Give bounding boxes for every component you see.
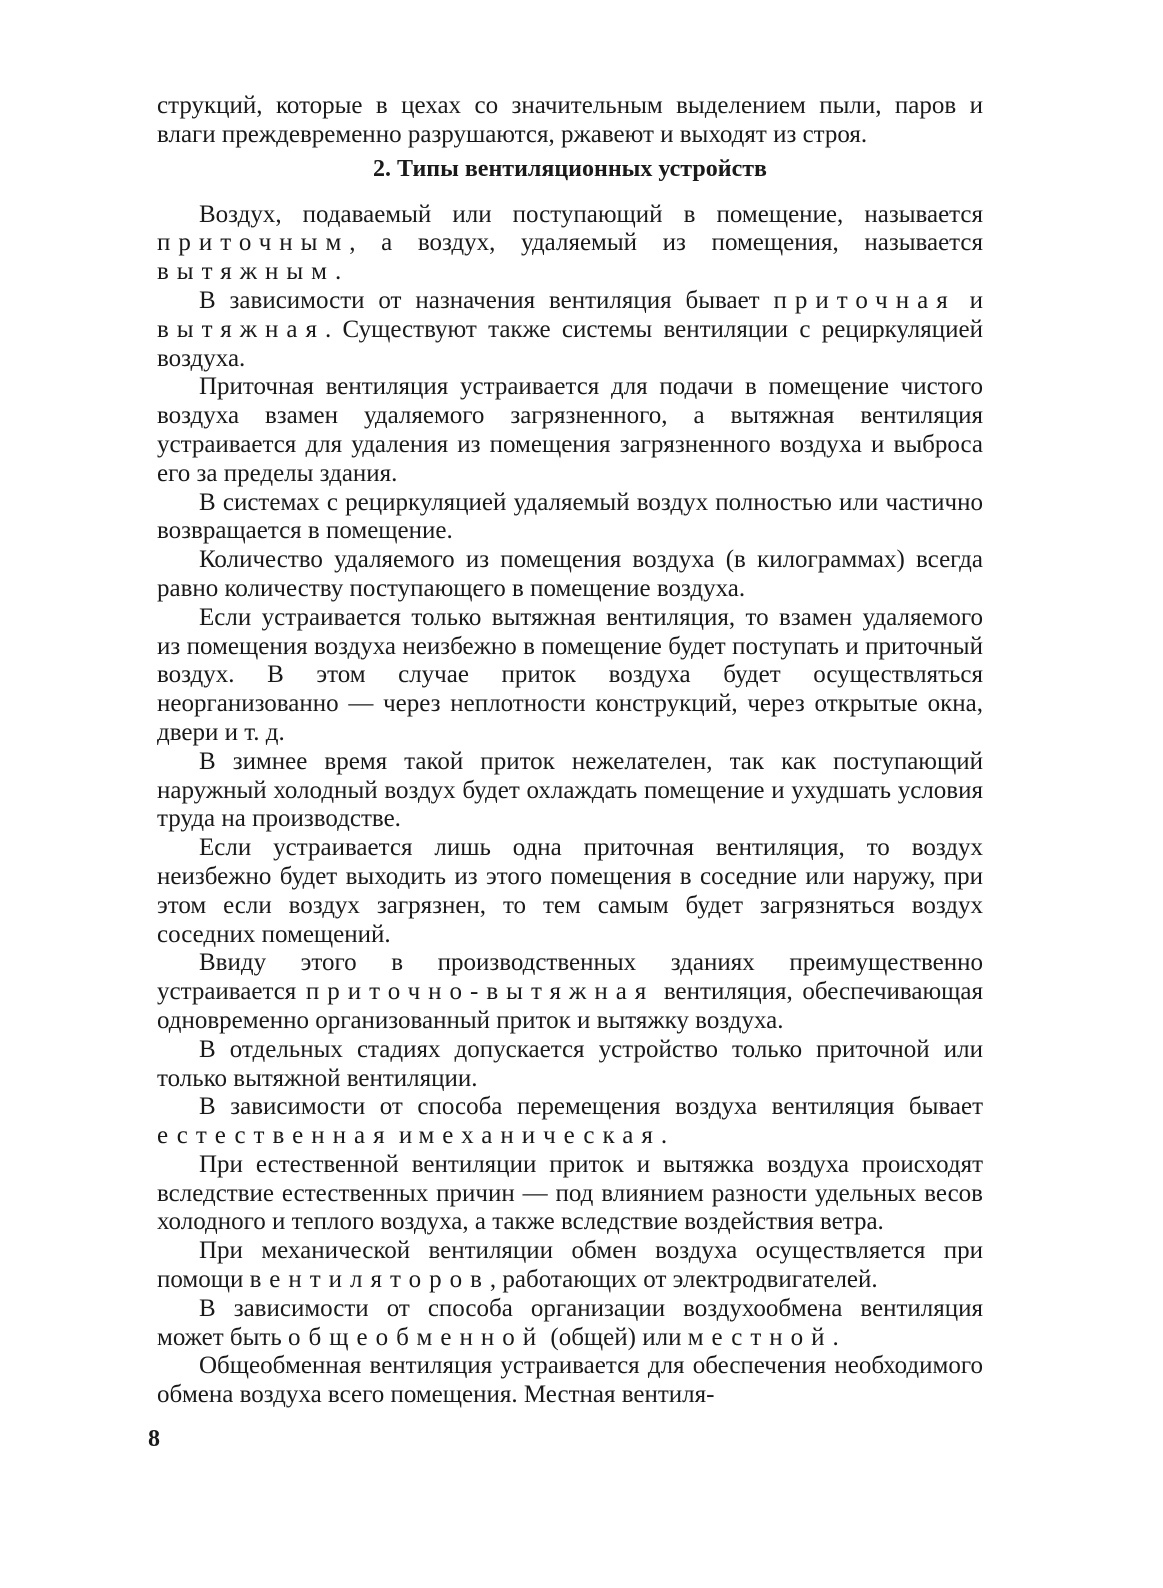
- paragraph-air-balance: [157, 546, 983, 604]
- book-page: [157, 92, 983, 1410]
- spaced-term: вентиляторов: [249, 1266, 490, 1294]
- spaced-term: местной: [687, 1323, 833, 1351]
- spaced-term: приточно-вытяжная: [305, 978, 655, 1006]
- paragraph-text: Общеобменная вентиляция устраивается для обеспечения необходимого обмена воздуха всего помещения. Местная вентиля-: [157, 1352, 983, 1409]
- paragraph-text: Если устраивается лишь одна приточная вентиляция, то воздух неизбежно будет выходить из этого помещения в соседние или наружу, при этом если воздух загрязнен, то тем самым будет загрязняться воздух соседних помещений.: [157, 834, 983, 948]
- text-run: вентиляция, обеспечивающая одновременно организованный приток и вытяжку воздуха.: [157, 978, 983, 1034]
- spaced-term: естественная: [157, 1122, 393, 1150]
- body-text: [157, 92, 983, 1410]
- paragraph-text: В отдельных стадиях допускается устройство только приточной или только вытяжной вентиляции.: [157, 1035, 983, 1092]
- text-run: .: [334, 258, 342, 286]
- text-run: Ввиду этого в производственных зданиях преимущественно устраивается: [157, 949, 983, 1006]
- paragraph-purpose: [157, 287, 983, 373]
- paragraph-text: При естественной вентиляции приток и вытяжка воздуха происходят вследствие естественных причин — под влиянием разности удельных весов холодного и теплого воздуха, а также вследствие воздействия ветра.: [157, 1150, 983, 1236]
- paragraph-exhaust-only: [157, 604, 983, 748]
- paragraph-stages: [157, 1036, 983, 1094]
- text-run: и: [955, 286, 983, 314]
- text-run: Воздух, подаваемый или поступающий в помещение, называется: [199, 200, 983, 228]
- spaced-term: приточная: [773, 286, 956, 314]
- paragraph-supply-only: [157, 834, 983, 949]
- paragraph-text: Приточная вентиляция устраивается для подачи в помещение чистого воздуха взамен удаляемого загрязненного, а вытяжная вентиляция устраивается для удаления из помещения загрязненного воздуха и выброса его за пределы здания.: [157, 373, 983, 487]
- paragraph-winter: [157, 748, 983, 834]
- text-run: .: [660, 1122, 668, 1150]
- paragraph-supply-exhaust: [157, 373, 983, 488]
- text-run: В зависимости от способа организации воздухообмена вентиляция может быть: [157, 1294, 983, 1351]
- paragraph-text: Если устраивается только вытяжная вентиляция, то взамен удаляемого из помещения воздуха неизбежно в помещение будет поступать и приточный воздух. В этом случае приток воздуха будет осуществляться неорганизованно — через неплотности конструкций, через открытые окна, двери и т. д.: [157, 603, 983, 746]
- paragraph-definition: [157, 201, 983, 287]
- paragraph-continuation: [157, 92, 983, 150]
- text-run: В зависимости от способа перемещения воздуха вентиляция бывает: [199, 1093, 983, 1121]
- text-run: , работающих от электродвигателей.: [489, 1266, 878, 1294]
- text-run: и: [392, 1122, 419, 1150]
- paragraph-supply-exhaust-combined: [157, 949, 983, 1035]
- paragraph-mechanical: [157, 1237, 983, 1295]
- paragraph-movement-method: [157, 1093, 983, 1151]
- paragraph-text: Количество удаляемого из помещения воздуха (в килограммах) всегда равно количеству поступающего в помещение воздуха.: [157, 546, 983, 602]
- text-run: , а воздух, удаляемый из помещения, называется: [349, 229, 983, 257]
- section-heading: 2. Типы вентиляционных устройств: [373, 155, 767, 182]
- spaced-term: общеобменной: [288, 1323, 545, 1351]
- paragraph-text: В системах с рециркуляцией удаляемый воздух полностью или частично возвращается в помещение.: [157, 488, 983, 545]
- paragraph-text: В зимнее время такой приток нежелателен, так как поступающий наружный холодный воздух будет охлаждать помещение и ухудшать условия труда на производстве.: [157, 747, 983, 833]
- page-number: 8: [148, 1426, 160, 1452]
- text-run: .: [832, 1323, 839, 1351]
- text-run: При механической вентиляции обмен воздуха осуществляется при помощи: [157, 1237, 983, 1294]
- spaced-term: механическая: [418, 1122, 661, 1150]
- spaced-term: приточным: [157, 229, 350, 257]
- text-run: . Существуют также системы вентиляции с рециркуляцией воздуха.: [157, 315, 983, 372]
- text-run: (общей) или: [544, 1323, 688, 1351]
- spaced-term: вытяжным: [157, 258, 335, 286]
- paragraph-organization: [157, 1295, 983, 1353]
- paragraph-recirculation: [157, 489, 983, 547]
- paragraph-general-exchange: [157, 1352, 983, 1410]
- paragraph-natural: [157, 1151, 983, 1237]
- paragraph-text: струкций, которые в цехах со значительным выделением пыли, паров и влаги преждевременно разрушаются, ржавеют и выходят из строя.: [157, 92, 983, 148]
- text-run: В зависимости от назначения вентиляция бывает: [199, 286, 774, 314]
- spaced-term: вытяжная: [157, 315, 325, 343]
